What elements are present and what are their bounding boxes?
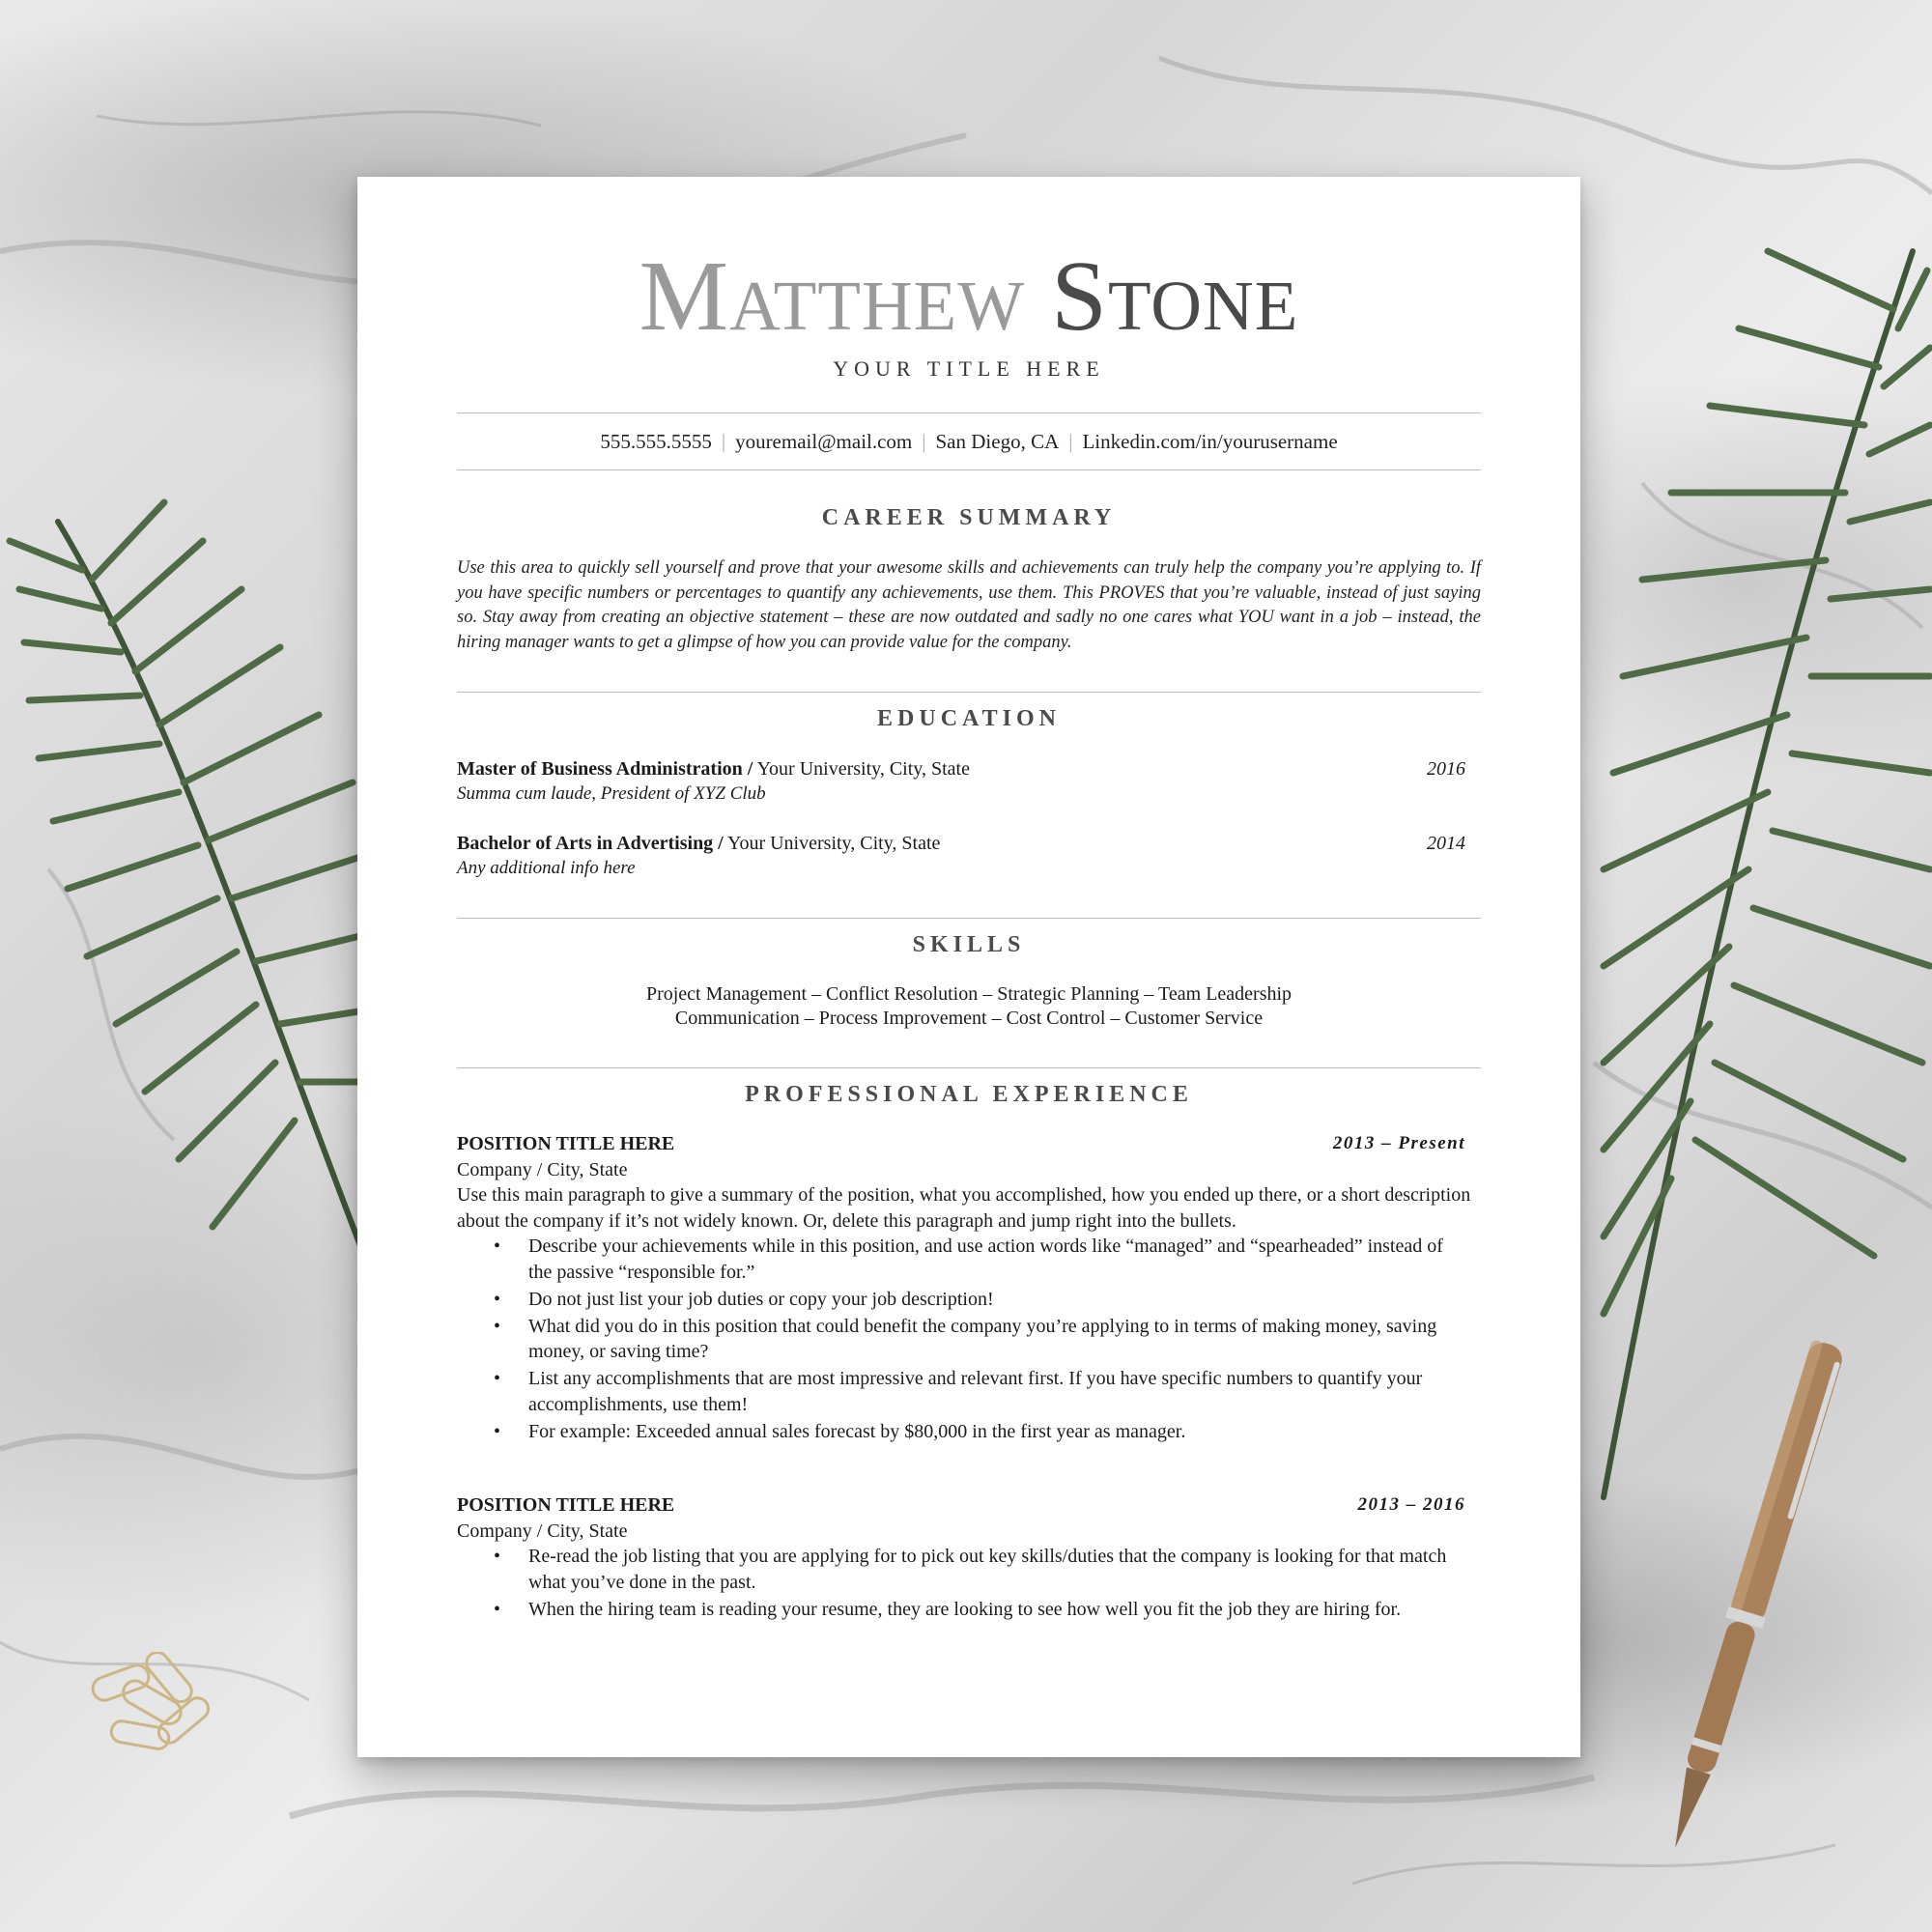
education-school: Your University, City, State (727, 833, 941, 854)
job-title: YOUR TITLE HERE (833, 356, 1105, 381)
experience-entry (457, 1492, 1481, 1624)
bullet-item: • Describe your achievements while in this position, and use action words like “managed” and “spearheaded” instead of the passive “responsible for.” (528, 1234, 1481, 1285)
divider-top (457, 412, 1481, 413)
education-detail: Summa cum laude, President of XYZ Club (457, 783, 766, 804)
last-name: Stone (1051, 241, 1299, 352)
position-dates: 2013 – 2016 (1357, 1494, 1465, 1515)
resume-page (357, 177, 1580, 1757)
skills-line: Project Management – Conflict Resolution – Strategic Planning – Team Leadership (645, 983, 1293, 1005)
education-degree: Bachelor of Arts in Advertising / (457, 833, 724, 854)
position-title: POSITION TITLE HERE (457, 1133, 675, 1154)
section-heading-education: EDUCATION (877, 706, 1061, 731)
experience-entry (457, 1131, 1481, 1446)
bullet-item: • Do not just list your job duties or copy your job description! (528, 1287, 1481, 1313)
divider-skills (457, 1067, 1481, 1068)
fountain-pen-decoration (1642, 1323, 1864, 1874)
bullet-item: • When the hiring team is reading your resume, they are looking to see how well you fit the job they are hiring for. (528, 1597, 1481, 1623)
position-bullets (457, 1544, 1481, 1622)
education-entry (457, 831, 1481, 881)
education-school: Your University, City, State (756, 758, 970, 780)
contact-linkedin: Linkedin.com/in/yourusername (1082, 430, 1338, 453)
position-company: Company / City, State (457, 1158, 628, 1180)
fern-left-decoration (0, 464, 406, 1391)
education-degree: Master of Business Administration / (457, 758, 753, 780)
section-heading-skills: SKILLS (912, 932, 1026, 957)
contact-separator: | (721, 430, 726, 453)
position-dates: 2013 – Present (1332, 1133, 1465, 1153)
paper-clips-decoration (82, 1652, 237, 1777)
contact-line (457, 430, 1481, 454)
education-year: 2014 (1427, 833, 1465, 854)
section-heading-summary: CAREER SUMMARY (821, 505, 1117, 530)
resume-name (457, 241, 1481, 352)
contact-phone: 555.555.5555 (600, 430, 712, 453)
position-title: POSITION TITLE HERE (457, 1494, 675, 1516)
career-summary-text: Use this area to quickly sell yourself and prove that your awesome skills and achievements can truly help the company you’re applying to. If you have specific numbers or percentages to quantify any achievements, use them. This PROVES that you’re valuable, instead of just saying so. Stay away from creating an objective statement – these are now outdated and sadly no one cares what YOU want in a job – instead, the hiring manager wants to get a glimpse of how you can provide value for the company. (457, 558, 1481, 652)
education-detail: Any additional info here (457, 858, 636, 878)
bullet-item: • For example: Exceeded annual sales forecast by $80,000 in the first year as manager. (528, 1419, 1481, 1445)
first-name: Matthew (639, 241, 1026, 352)
bullet-item: • What did you do in this position that could benefit the company you’re applying to in terms of making money, saving money, or saving time? (528, 1314, 1481, 1365)
skills-list (457, 982, 1481, 1031)
education-year: 2016 (1427, 758, 1465, 780)
contact-location: San Diego, CA (935, 430, 1060, 453)
position-bullets (457, 1234, 1481, 1444)
section-heading-experience: PROFESSIONAL EXPERIENCE (745, 1082, 1193, 1107)
bullet-item: • Re-read the job listing that you are applying for to pick out key skills/duties that the company is looking for that match what you’ve done in the past. (528, 1544, 1481, 1595)
contact-separator: | (1068, 430, 1073, 453)
contact-email: youremail@mail.com (735, 430, 913, 453)
education-entry (457, 756, 1481, 807)
divider-contact (457, 469, 1481, 470)
skills-line: Communication – Process Improvement – Cost Control – Customer Service (674, 1008, 1264, 1029)
position-summary: Use this main paragraph to give a summary of the position, what you accomplished, how you ended up there, or a short description about the company if it’s not widely known. Or, delete this paragraph and jump right into the bullets. (457, 1184, 1471, 1232)
position-company: Company / City, State (457, 1520, 628, 1542)
bullet-item: • List any accomplishments that are most impressive and relevant first. If you have specific numbers to quantify your accomplishments, use them! (528, 1366, 1481, 1417)
divider-education (457, 918, 1481, 919)
contact-separator: | (922, 430, 926, 453)
divider-summary (457, 692, 1481, 693)
